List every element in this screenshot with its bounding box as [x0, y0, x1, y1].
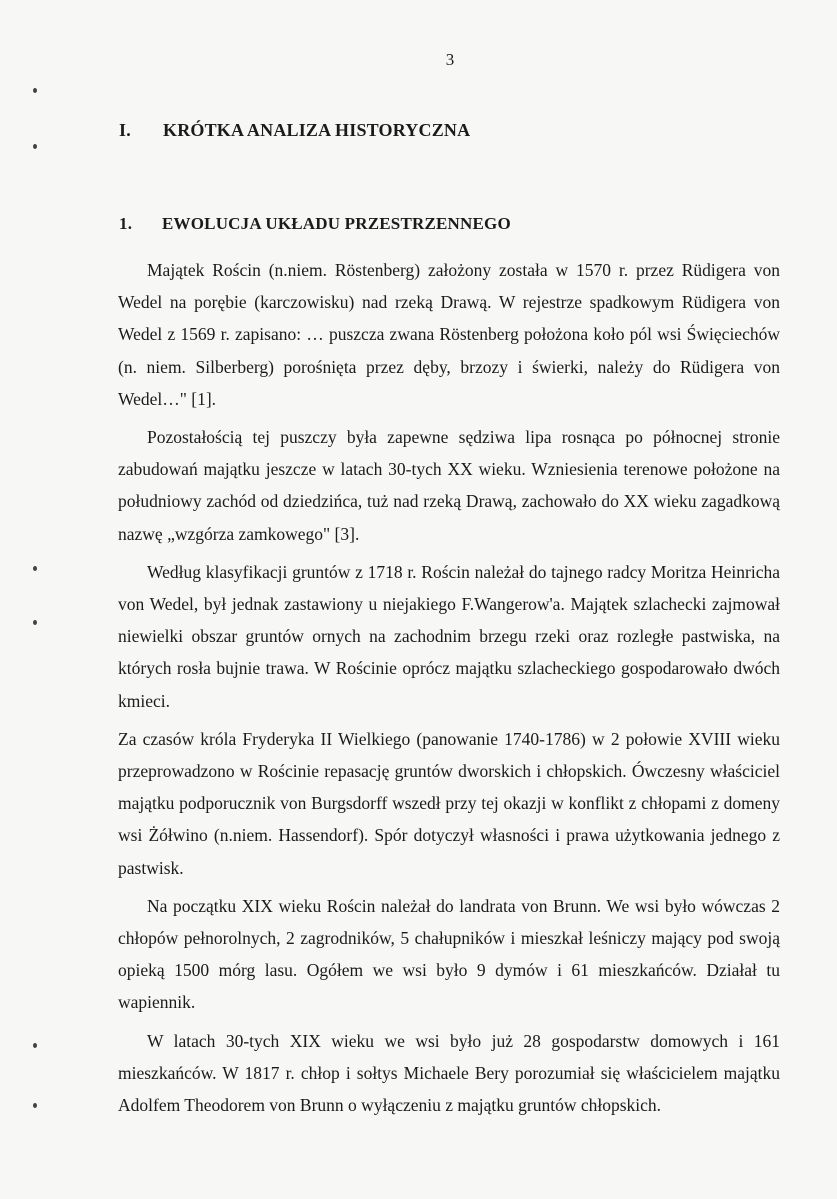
- section-number: I.: [119, 120, 131, 140]
- paragraph: Majątek Rościn (n.niem. Röstenberg) założony została w 1570 r. przez Rüdigera von Wedel na porębie (karczowisku) nad rzeką Drawą. W rejestrze spadkowym Rüdigera von Wedel z 1569 r. zapisano: … puszcza zwana Röstenberg położona koło pól wsi Święciechów (n. niem. Silberberg) porośnięta przez dęby, brzozy i świerki, należy do Rüdigera von Wedel…" [1].: [118, 260, 780, 409]
- scan-mark: [33, 1103, 37, 1108]
- scan-mark: [33, 566, 37, 571]
- page-number: 3: [445, 50, 455, 69]
- paragraph: Pozostałością tej puszczy była zapewne sędziwa lipa rosnąca po północnej stronie zabudowań majątku jeszcze w latach 30-tych XX wieku. Wzniesienia terenowe położone na południowy zachód od dziedzińca, tuż nad rzeką Drawą, zachowało do XX wieku zagadkową nazwę „wzgórza zamkowego" [3].: [118, 427, 780, 544]
- section-heading: [119, 120, 470, 141]
- body-text: [118, 254, 780, 1127]
- section-title: KRÓTKA ANALIZA HISTORYCZNA: [163, 120, 471, 140]
- paragraph: Za czasów króla Fryderyka II Wielkiego (panowanie 1740-1786) w 2 połowie XVIII wieku przeprowadzono w Rościnie repasację gruntów dworskich i chłopskich. Ówczesny właściciel majątku podporucznik von Burgsdorff wszedł przy tej okazji w konflikt z chłopami z domeny wsi Żółwino (n.niem. Hassendorf). Spór dotyczył własności i prawa użytkowania jednego z pastwisk.: [118, 728, 780, 878]
- subsection-title: EWOLUCJA UKŁADU PRZESTRZENNEGO: [162, 214, 511, 233]
- scan-mark: [33, 1043, 37, 1048]
- paragraph: W latach 30-tych XIX wieku we wsi było już 28 gospodarstw domowych i 161 mieszkańców. W 1817 r. chłop i sołtys Michaele Bery porozumiał się właścicielem majątku Adolfem Theodorem von Brunn o wyłączeniu z majątku gruntów chłopskich.: [118, 1030, 780, 1116]
- paragraph: Na początku XIX wieku Rościn należał do landrata von Brunn. We wsi było wówczas 2 chłopów pełnorolnych, 2 zagrodników, 5 chałupników i mieszkał leśniczy mający pod swoją opieką 1500 mórg lasu. Ogółem we wsi było 9 dymów i 61 mieszkańców. Działał tu wapiennik.: [118, 895, 780, 1013]
- paragraph: Według klasyfikacji gruntów z 1718 r. Rościn należał do tajnego radcy Moritza Heinricha von Wedel, był jednak zastawiony u niejakiego F.Wangerow'a. Majątek szlachecki zajmował niewielki obszar gruntów ornych na zachodnim brzegu rzeki oraz rozległe pastwiska, na których rosła bujnie trawa. W Rościnie oprócz majątku szlacheckiego gospodarowało dwóch kmieci.: [118, 561, 780, 711]
- scan-mark: [33, 88, 37, 93]
- subsection-heading: [119, 214, 511, 234]
- scan-mark: [33, 620, 37, 625]
- scan-mark: [33, 144, 37, 149]
- subsection-number: 1.: [119, 214, 133, 233]
